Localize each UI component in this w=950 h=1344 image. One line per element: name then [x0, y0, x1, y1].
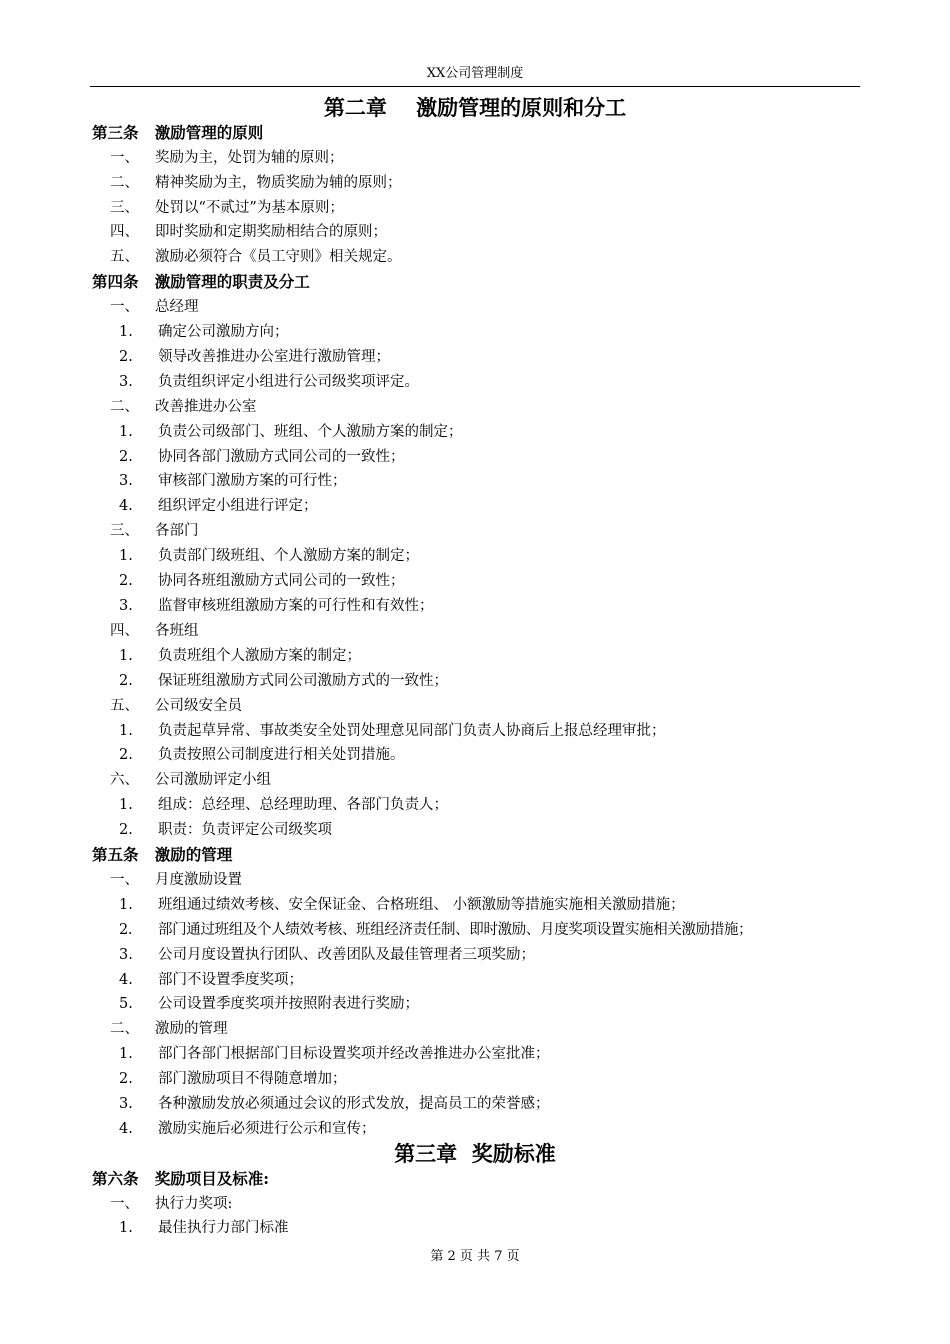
- item-text: 部门不设置季度奖项；: [158, 972, 303, 988]
- page-header: XX公司管理制度: [426, 66, 524, 81]
- item-text: 部门激励项目不得随意增加；: [158, 1071, 347, 1087]
- item-text: 负责公司级部门、班组、个人激励方案的制定；: [158, 424, 463, 440]
- item-text: 公司设置季度奖项并按照附表进行奖励；: [158, 996, 419, 1012]
- item-number: 3.: [119, 598, 133, 614]
- chapter-3-title: 第三章 奖励标准: [394, 1142, 556, 1166]
- item-number: 3.: [119, 1096, 133, 1112]
- section-number: 六、: [110, 772, 139, 788]
- item-number: 2.: [119, 1071, 133, 1087]
- section-number: 二、: [110, 1021, 139, 1037]
- item-text: 组织评定小组进行评定；: [158, 498, 318, 514]
- item-text: 即时奖励和定期奖励相结合的原则；: [155, 224, 387, 240]
- article-3-title: 第三条 激励管理的原则: [92, 123, 264, 142]
- item-number: 2.: [119, 573, 133, 589]
- item-text: 各种激励发放必须通过会议的形式发放，提高员工的荣誉感；: [158, 1096, 550, 1112]
- item-number: 1.: [119, 424, 133, 440]
- section-text: 月度激励设置: [155, 872, 242, 888]
- item-text: 职责：负责评定公司级奖项: [158, 822, 332, 838]
- item-text: 最佳执行力部门标准: [158, 1220, 289, 1236]
- item-text: 确定公司激励方向；: [158, 324, 289, 340]
- section-text: 改善推进办公室: [155, 399, 257, 415]
- item-number: 二、: [110, 175, 139, 191]
- item-number: 3.: [119, 947, 133, 963]
- item-text: 监督审核班组激励方案的可行性和有效性；: [158, 598, 434, 614]
- header-rule: [90, 86, 860, 87]
- item-text: 班组通过绩效考核、安全保证金、合格班组、 小额激励等措施实施相关激励措施；: [158, 897, 685, 913]
- section-text: 执行力奖项:: [155, 1196, 233, 1212]
- item-number: 4.: [119, 1121, 133, 1137]
- article-5-title: 第五条 激励的管理: [92, 845, 233, 864]
- item-text: 负责部门级班组、个人激励方案的制定；: [158, 548, 419, 564]
- item-text: 负责按照公司制度进行相关处罚措施。: [158, 747, 405, 763]
- section-number: 一、: [110, 299, 139, 315]
- item-number: 2.: [119, 349, 133, 365]
- item-number: 1.: [119, 324, 133, 340]
- item-text: 部门通过班组及个人绩效考核、班组经济责任制、即时激励、月度奖项设置实施相关激励措施；: [158, 922, 753, 938]
- item-text: 精神奖励为主，物质奖励为辅的原则；: [155, 175, 402, 191]
- item-text: 领导改善推进办公室进行激励管理；: [158, 349, 390, 365]
- section-number: 三、: [110, 523, 139, 539]
- item-text: 处罚以“不贰过”为基本原则；: [155, 200, 344, 216]
- item-number: 四、: [110, 224, 139, 240]
- item-number: 1.: [119, 1046, 133, 1062]
- item-number: 1.: [119, 648, 133, 664]
- section-text: 激励的管理: [155, 1021, 228, 1037]
- item-text: 负责班组个人激励方案的制定；: [158, 648, 361, 664]
- item-text: 部门各部门根据部门目标设置奖项并经改善推进办公室批准；: [158, 1046, 550, 1062]
- item-text: 激励必须符合《员工守则》相关规定。: [155, 249, 402, 265]
- item-number: 3.: [119, 374, 133, 390]
- section-text: 公司级安全员: [155, 698, 242, 714]
- item-number: 五、: [110, 249, 139, 265]
- item-text: 激励实施后必须进行公示和宣传；: [158, 1121, 376, 1137]
- item-number: 5.: [119, 996, 133, 1012]
- item-number: 1.: [119, 548, 133, 564]
- item-number: 4.: [119, 972, 133, 988]
- item-text: 负责组织评定小组进行公司级奖项评定。: [158, 374, 419, 390]
- item-text: 保证班组激励方式同公司激励方式的一致性；: [158, 673, 448, 689]
- section-number: 二、: [110, 399, 139, 415]
- item-number: 1.: [119, 897, 133, 913]
- item-number: 4.: [119, 498, 133, 514]
- item-text: 协同各部门激励方式同公司的一致性；: [158, 449, 405, 465]
- item-number: 2.: [119, 922, 133, 938]
- section-number: 五、: [110, 698, 139, 714]
- item-number: 三、: [110, 200, 139, 216]
- section-text: 总经理: [155, 299, 199, 315]
- section-text: 各班组: [155, 623, 199, 639]
- item-number: 2.: [119, 673, 133, 689]
- item-number: 1.: [119, 723, 133, 739]
- article-6-title: 第六条 奖励项目及标准:: [92, 1169, 269, 1188]
- chapter-2-title: 第二章 激励管理的原则和分工: [323, 96, 627, 120]
- item-number: 2.: [119, 747, 133, 763]
- section-text: 各部门: [155, 523, 199, 539]
- page-footer: 第 2 页 共 7 页: [430, 1249, 520, 1264]
- section-text: 公司激励评定小组: [155, 772, 271, 788]
- item-text: 协同各班组激励方式同公司的一致性；: [158, 573, 405, 589]
- item-number: 3.: [119, 473, 133, 489]
- section-number: 一、: [110, 872, 139, 888]
- item-text: 奖励为主，处罚为辅的原则；: [155, 150, 344, 166]
- item-text: 组成：总经理、总经理助理、各部门负责人；: [158, 797, 448, 813]
- section-number: 四、: [110, 623, 139, 639]
- item-number: 2.: [119, 449, 133, 465]
- item-number: 1.: [119, 797, 133, 813]
- item-number: 2.: [119, 822, 133, 838]
- article-4-title: 第四条 激励管理的职责及分工: [92, 272, 310, 291]
- item-number: 一、: [110, 150, 139, 166]
- section-number: 一、: [110, 1196, 139, 1212]
- item-text: 审核部门激励方案的可行性；: [158, 473, 347, 489]
- item-text: 负责起草异常、事故类安全处罚处理意见同部门负责人协商后上报总经理审批；: [158, 723, 666, 739]
- item-number: 1.: [119, 1220, 133, 1236]
- item-text: 公司月度设置执行团队、改善团队及最佳管理者三项奖励；: [158, 947, 535, 963]
